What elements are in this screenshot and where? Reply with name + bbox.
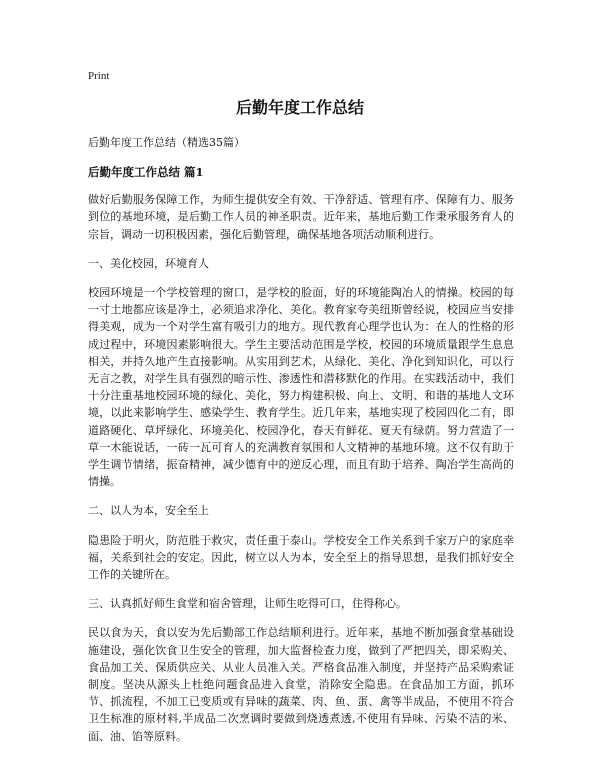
print-link[interactable]: Print [88, 70, 110, 82]
paragraph-point-3: 民以食为天，食以安为先后勤部工作总结顺利进行。近年来，基地不断加强食堂基础设施建设，强化饮食卫生安全的管理，加大监督检查力度，做到了严把四关，即采购关、食品加工关、保质供应关、从业人员准入关。严格食品准入制度，并坚持产品采购索证制度。坚决从源头上杜绝问题食品进入食堂，消除安全隐患。在食品加工方面，抓环节、抓流程，不加工已变质或有异味的蔬菜、肉、鱼、蛋、禽等半成品，不使用不符合卫生标准的原材料,半成品二次烹调时要做到烧透煮透,不使用有异味、污染不洁的米、面、油、馅等原料。 [88, 626, 514, 743]
heading-point-2: 二、以人为本，安全至上 [88, 504, 209, 518]
document-body [88, 134, 514, 757]
heading-point-3: 三、认真抓好师生食堂和宿舍管理，让师生吃得可口，住得称心。 [88, 597, 407, 611]
paragraph-point-2: 隐患险于明火，防范胜于救灾，责任重于泰山。学校安全工作关系到千家万户的家庭幸福，关系到社会的安定。因此，树立以人为本，安全至上的指导思想，是我们抓好安全工作的关键所在。 [88, 533, 514, 582]
document-subtitle: 后勤年度工作总结（精选35篇） [88, 136, 245, 149]
paragraph-intro: 做好后勤服务保障工作，为师生提供安全有效、干净舒适、管理有序、保障有力、服务到位的基地环境，是后勤工作人员的神圣职责。近年来，基地后勤工作秉承服务育人的宗旨，调动一切积极因素，强化后勤管理，确保基地各项活动顺利进行。 [88, 193, 514, 241]
paragraph-point-1: 校园环境是一个学校管理的窗口，是学校的脸面，好的环境能陶冶人的情操。校园的每一寸土地都应该是净土，必须追求净化、美化。教育家夸美纽斯曾经说，校园应当安排得美观，成为一个对学生富有吸引力的地方。现代教育心理学也认为：在人的性格的形成过程中，环境因素影响很大。学生主要活动范围是学校，校园的环境质量跟学生息息相关，并持久地产生直接影响。从实用到艺术，从绿化、美化、净化到知识化，可以行无言之教，对学生具有强烈的暗示性、渗透性和潜移默化的作用。在实践活动中，我们十分注重基地校园环境的绿化、美化，努力构建积极、向上、文明、和谐的基地人文环境，以此来影响学生、感染学生、教育学生。近几年来，基地实现了校园四化二有，即道路硬化、草坪绿化、环境美化、校园净化，春天有鲜花、夏天有绿荫。努力营造了一草一木能说话，一砖一瓦可育人的充满教育氛围和人文精神的基地环境。这不仅有助于学生调节情绪，振奋精神，减少德育中的逆反心理，而且有助于培养、陶冶学生高尚的情操。 [88, 286, 514, 489]
heading-point-1: 一、美化校园，环境育人 [88, 256, 209, 270]
document-title: 后勤年度工作总结 [235, 98, 364, 117]
section-heading: 后勤年度工作总结 篇1 [88, 165, 204, 180]
